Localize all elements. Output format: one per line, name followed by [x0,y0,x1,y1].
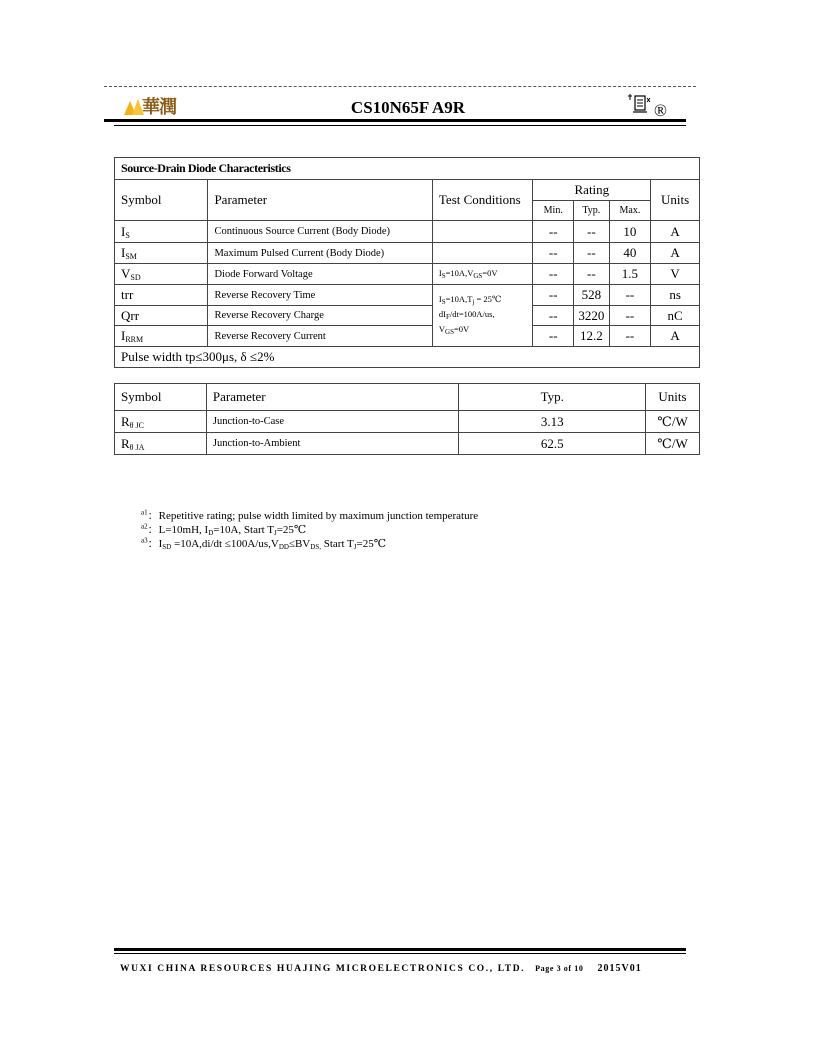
source-drain-diode-table [114,157,700,368]
max-cell: -- [609,306,651,326]
max-cell: 1.5 [609,264,651,285]
symbol-cell: Qrr [115,306,208,326]
test-condition-cell [432,243,533,264]
max-cell: -- [609,326,651,347]
unit-cell: ns [651,285,700,306]
section-title: Source-Drain Diode Characteristics [115,158,700,180]
symbol-cell: trr [115,285,208,306]
table-row [115,306,700,326]
typ-cell: 12.2 [574,326,610,347]
max-cell: 10 [609,221,651,243]
parameter-cell: Junction-to-Case [206,411,459,433]
footer-page: Page 3 of 10 [535,964,584,973]
typ-cell: -- [574,243,610,264]
typ-cell: 528 [574,285,610,306]
table-row [115,326,700,347]
min-cell: -- [533,326,574,347]
header-min: Min. [533,201,574,221]
parameter-cell: Junction-to-Ambient [206,433,459,455]
parameter-cell: Diode Forward Voltage [208,264,432,285]
typ-cell: -- [574,221,610,243]
unit-cell: ℃/W [646,411,700,433]
test-condition-cell [432,221,533,243]
unit-cell: A [651,326,700,347]
table-row [115,221,700,243]
table-row [115,433,700,455]
header-test-conditions: Test Conditions [432,180,533,221]
parameter-cell: Reverse Recovery Current [208,326,432,347]
document-title: CS10N65F A9R [350,98,466,117]
symbol-cell: $I_{SM}$ [115,243,208,264]
parameter-cell: Reverse Recovery Charge [208,306,432,326]
table-row [115,411,700,433]
header-typ: Typ. [574,201,610,221]
logo-text: 華潤 [142,97,176,117]
parameter-cell: Continuous Source Current (Body Diode) [208,221,432,243]
footer [120,963,642,974]
typ-cell: 62.5 [459,433,646,455]
min-cell: -- [533,264,574,285]
test-condition-cell: $I_S=10A,V_{GS}=0V$ [432,264,533,285]
unit-cell: nC [651,306,700,326]
unit-cell: ℃/W [646,433,700,455]
unit-cell: V [651,264,700,285]
registered-mark: ® [654,101,667,120]
header-parameter: Parameter [208,180,432,221]
unit-cell: A [651,243,700,264]
symbol-cell: $R_{\theta JC}$ [115,411,207,433]
footer-version: 2015V01 [597,963,642,974]
footer-rule-thin [114,953,686,954]
test-condition-cell: $I_S=10A,T_j$ = 25℃ $dI_F/dt=100A/us$, $V_{GS}=0V$ [432,285,533,347]
header-typ: Typ. [459,384,646,411]
note-a3: $^{a3}$：ISD =10A,di/dt ≤100A/us,VDD≤BVDS, Start TJ=25℃ [141,536,387,551]
header-max: Max. [609,201,651,221]
footer-company: WUXI CHINA RESOURCES HUAJING MICROELECTRONICS CO., LTD. [120,964,526,974]
table-footnote: Pulse width tp≤300μs, δ ≤2% [115,347,700,368]
table-row [115,285,700,306]
symbol-cell: $R_{\theta JA}$ [115,433,207,455]
thermal-resistance-table [114,383,700,455]
max-cell: -- [609,285,651,306]
note-a1: $^{a1}$：Repetitive rating; pulse width limited by maximum junction temperature [141,508,479,522]
header-symbol: Symbol [115,180,208,221]
min-cell: -- [533,243,574,264]
max-cell: 40 [609,243,651,264]
symbol-cell: $V_{SD}$ [115,264,208,285]
header-units: Units [646,384,700,411]
typ-cell: 3.13 [459,411,646,433]
symbol-cell: $I_{RRM}$ [115,326,208,347]
typ-cell: -- [574,264,610,285]
typ-cell: 3220 [574,306,610,326]
min-cell: -- [533,221,574,243]
table-row [115,264,700,285]
header-rating: Rating [533,180,651,201]
table-row [115,243,700,264]
certification-logo-icon [626,92,652,116]
header-dashed-line [104,86,696,87]
parameter-cell: Reverse Recovery Time [208,285,432,306]
symbol-cell: $I_S$ [115,221,208,243]
note-a2: $^{a2}$：L=10mH, ID=10A, Start TJ=25℃ [141,522,307,537]
unit-cell: A [651,221,700,243]
parameter-cell: Maximum Pulsed Current (Body Diode) [208,243,432,264]
header-symbol: Symbol [115,384,207,411]
header-units: Units [651,180,700,221]
min-cell: -- [533,306,574,326]
header-parameter: Parameter [206,384,459,411]
header-rule-thin [114,125,686,126]
footer-rule-thick [114,948,686,951]
header-rule-thick [104,119,686,122]
min-cell: -- [533,285,574,306]
